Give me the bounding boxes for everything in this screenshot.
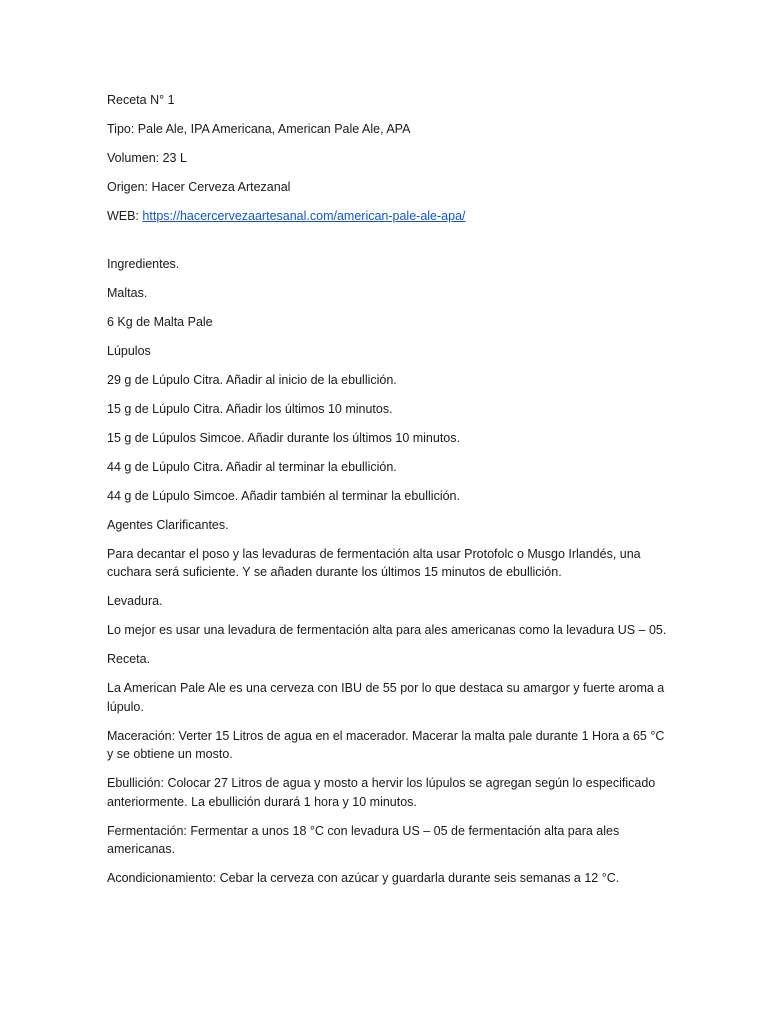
recipe-type: Tipo: Pale Ale, IPA Americana, American Pale Ale, APA [107,122,411,136]
recipe-number: Receta N° 1 [107,93,175,107]
recipe-origin: Origen: Hacer Cerveza Artezanal [107,180,291,194]
hops-heading: Lúpulos [107,343,151,358]
hop-item: 15 g de Lúpulos Simcoe. Añadir durante los últimos 10 minutos. [107,430,460,445]
recipe-web [107,207,667,226]
clarifiers-heading: Agentes Clarificantes. [107,517,229,532]
recipe-step: Fermentación: Fermentar a unos 18 °C con levadura US – 05 de fermentación alta para ales americanas. [107,823,620,856]
hop-item: 44 g de Lúpulo Simcoe. Añadir también al terminar la ebullición. [107,488,460,503]
recipe-step: Acondicionamiento: Cebar la cerveza con azúcar y guardarla durante seis semanas a 12 °C. [107,871,620,885]
recipe-step: Maceración: Verter 15 Litros de agua en el macerador. Macerar la malta pale durante 1 Hora a 65 °C y se obtiene un mosto. [107,728,665,761]
hop-item: 15 g de Lúpulo Citra. Añadir los últimos 10 minutos. [107,401,393,416]
recipe-volume: Volumen: 23 L [107,151,187,165]
clarifiers-text: Para decantar el poso y las levaduras de fermentación alta usar Protofolc o Musgo Irlandés, una cuchara será suficiente. Y se añaden durante los últimos 15 minutos de ebullición. [107,546,641,579]
ingredients-heading: Ingredientes. [107,256,180,271]
hop-item: 44 g de Lúpulo Citra. Añadir al terminar la ebullición. [107,459,397,474]
recipe-step: Ebullición: Colocar 27 Litros de agua y mosto a hervir los lúpulos se agregan según lo especificado anteriormente. La ebullición durará 1 hora y 10 minutos. [107,776,656,809]
document-body [107,91,667,888]
yeast-heading: Levadura. [107,594,163,608]
recipe-heading: Receta. [107,652,151,666]
hop-item: 29 g de Lúpulo Citra. Añadir al inicio de la ebullición. [107,372,397,387]
yeast-text: Lo mejor es usar una levadura de fermentación alta para ales americanas como la levadura US – 05. [107,623,667,637]
web-link[interactable]: https://hacercervezaartesanal.com/american-pale-ale-apa/ [142,209,466,223]
web-label: WEB: [107,209,143,223]
recipe-intro: La American Pale Ale es una cerveza con IBU de 55 por lo que destaca su amargor y fuerte aroma a lúpulo. [107,681,665,714]
malt-item: 6 Kg de Malta Pale [107,314,213,329]
malts-heading: Maltas. [107,285,148,300]
